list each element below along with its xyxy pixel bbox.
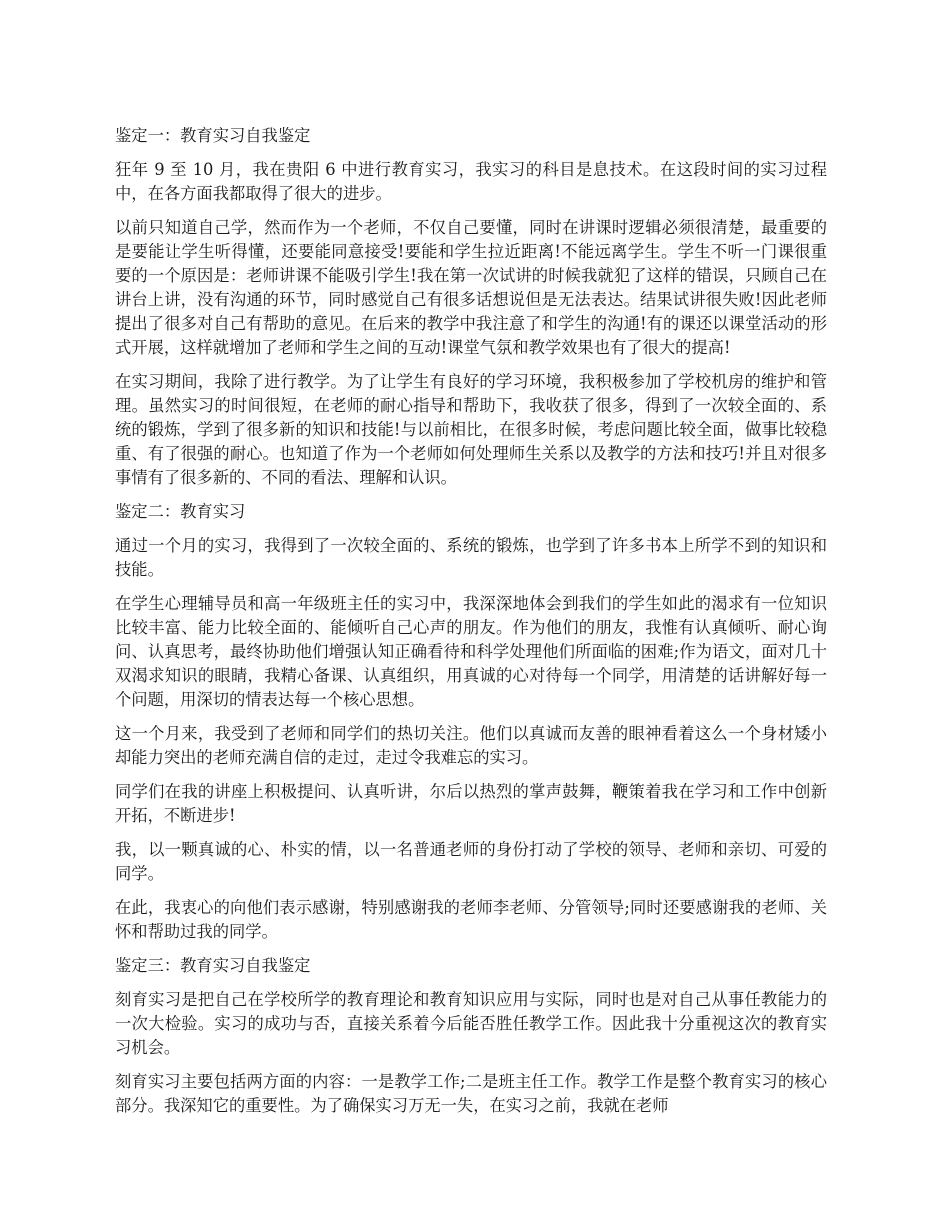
section-heading-3: 鉴定三：教育实习自我鉴定 <box>115 956 311 975</box>
paragraph: 以前只知道自己学，然而作为一个老师，不仅自己要懂，同时在讲课时逻辑必须很清楚，最重要的是要能让学生听得懂，还要能同意接受!要能和学生拉近距离!不能远离学生。学生不听一门课很重要的一个原因是：老师讲课不能吸引学生!我在第一次试讲的时候我就犯了这样的错误，只顾自己在讲台上讲，没有沟通的环节，同时感觉自己有很多话想说但是无法表达。结果试讲很失败!因此老师提出了很多对自己有帮助的意见。在后来的教学中我注意了和学生的沟通!有的课还以课堂活动的形式开展，这样就增加了老师和学生之间的互动!课堂气氛和教学效果也有了很大的提高! <box>115 218 827 357</box>
document-page <box>115 124 827 1128</box>
paragraph: 同学们在我的讲座上积极提问、认真听讲，尔后以热烈的掌声鼓舞，鞭策着我在学习和工作中创新开拓，不断进步! <box>115 782 827 825</box>
paragraph: 刻育实习是把自己在学校所学的教育理论和教育知识应用与实际，同时也是对自己从事任教能力的一次大检验。实习的成功与否，直接关系着今后能否胜任教学工作。因此我十分重视这次的教育实习机会。 <box>115 990 827 1057</box>
section-heading-1: 鉴定一：教育实习自我鉴定 <box>115 126 311 145</box>
paragraph: 这一个月来，我受到了老师和同学们的热切关注。他们以真诚而友善的眼神看着这么一个身材矮小却能力突出的老师充满自信的走过，走过令我难忘的实习。 <box>115 724 827 767</box>
section-heading-2: 鉴定二：教育实习 <box>115 502 246 521</box>
paragraph: 在实习期间，我除了进行教学。为了让学生有良好的学习环境，我积极参加了学校机房的维护和管理。虽然实习的时间很短，在老师的耐心指导和帮助下，我收获了很多，得到了一次较全面的、系统的锻炼，学到了很多新的知识和技能!与以前相比，在很多时候，考虑问题比较全面，做事比较稳重、有了很强的耐心。也知道了作为一个老师如何处理师生关系以及教学的方法和技巧!并且对很多事情有了很多新的、不同的看法、理解和认识。 <box>115 372 827 487</box>
paragraph: 通过一个月的实习，我得到了一次较全面的、系统的锻炼，也学到了许多书本上所学不到的知识和技能。 <box>115 536 827 579</box>
paragraph: 我，以一颗真诚的心、朴实的情，以一名普通老师的身份打动了学校的领导、老师和亲切、可爱的同学。 <box>115 840 827 883</box>
paragraph: 狂年 9 至 10 月，我在贵阳 6 中进行教育实习，我实习的科目是息技术。在这段时间的实习过程中，在各方面我都取得了很大的进步。 <box>115 160 827 203</box>
paragraph: 在学生心理辅导员和高一年级班主任的实习中，我深深地体会到我们的学生如此的渴求有一位知识比较丰富、能力比较全面的、能倾听自己心声的朋友。作为他们的朋友，我惟有认真倾听、耐心询问、认真思考，最终协助他们增强认知正确看待和科学处理他们所面临的困难;作为语文，面对几十双渴求知识的眼睛，我精心备课、认真组织，用真诚的心对待每一个同学，用清楚的话讲解好每一个问题，用深切的情表达每一个核心思想。 <box>115 594 827 709</box>
paragraph: 在此，我衷心的向他们表示感谢，特别感谢我的老师李老师、分管领导;同时还要感谢我的老师、关怀和帮助过我的同学。 <box>115 898 827 941</box>
paragraph: 刻育实习主要包括两方面的内容：一是教学工作;二是班主任工作。教学工作是整个教育实习的核心部分。我深知它的重要性。为了确保实习万无一失，在实习之前，我就在老师 <box>115 1072 827 1115</box>
